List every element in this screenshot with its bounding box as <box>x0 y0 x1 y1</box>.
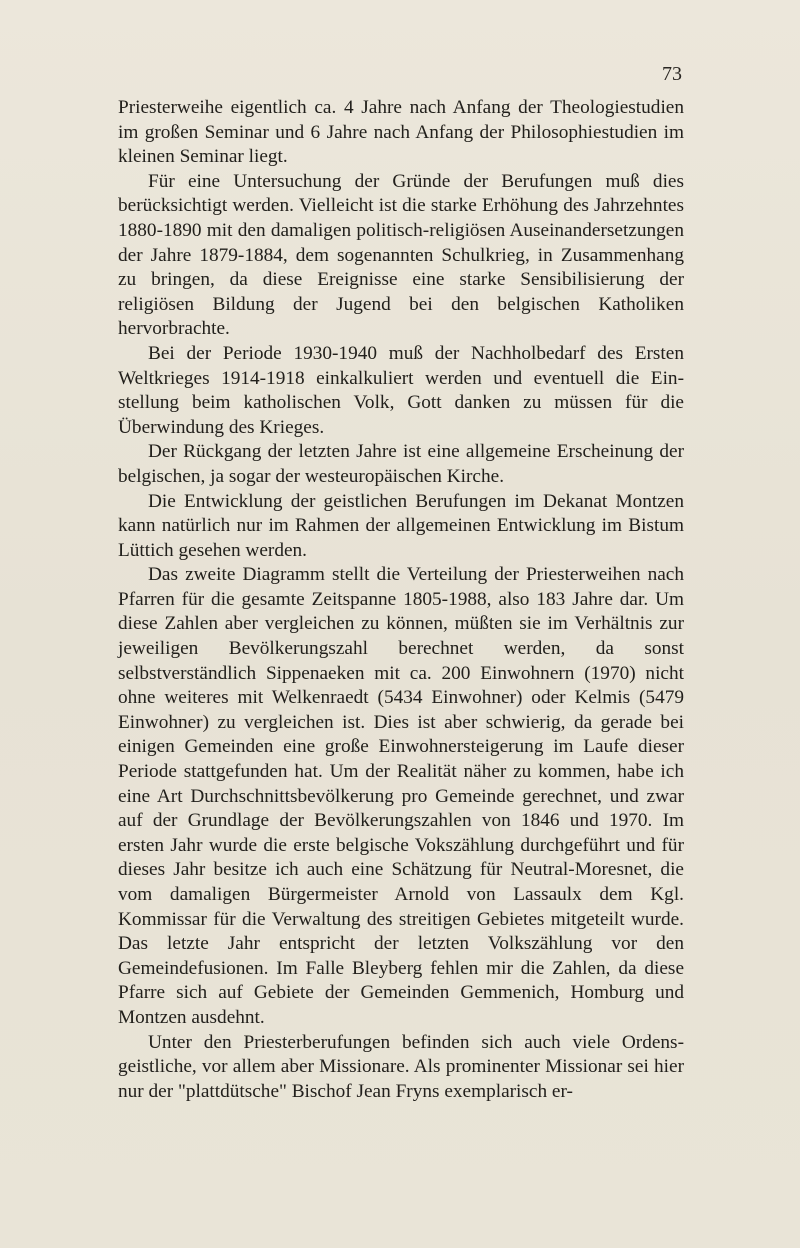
body-text <box>118 96 684 1104</box>
paragraph: Das zweite Diagramm stellt die Verteilung der Priesterweihen nach Pfarren für die gesamte Zeitspanne 1805-1988, also 183 Jahre dar. Um diese Zahlen aber vergleichen zu können, müßten sie im Verhältnis zur jeweiligen Bevölkerungszahl berechnet werden, da sonst selbstverständlich Sippenaeken mit ca. 200 Einwohnern (1970) nicht ohne weiteres mit Welkenraedt (5434 Einwohner) oder Kelmis (5479 Einwohner) zu vergleichen ist. Dies ist aber schwierig, da gerade bei einigen Gemeinden eine große Einwohnersteigerung im Laufe dieser Periode stattgefunden hat. Um der Realität näher zu kommen, habe ich eine Art Durchschnittsbevölkerung pro Gemeinde gerechnet, und zwar auf der Grundlage der Bevölkerungszahlen von 1846 und 1970. Im ersten Jahr wurde die erste belgische Vokszählung durchgeführt und für dieses Jahr besitze ich auch eine Schätzung für Neutral-Moresnet, die vom damaligen Bürgermeister Arnold von Lassaulx dem Kgl. Kommissar für die Verwaltung des streitigen Gebietes mitgeteilt wurde. Das letzte Jahr entspricht der letzten Volkszählung vor den Gemeindefusionen. Im Falle Bleyberg fehlen mir die Zahlen, da diese Pfarre sich auf Gebiete der Gemeinden Gemmenich, Homburg und Montzen ausdehnt. <box>118 564 684 1028</box>
page-number: 73 <box>662 63 682 85</box>
paragraph: Priesterweihe eigentlich ca. 4 Jahre nach Anfang der Theologiestudien im großen Seminar und 6 Jahre nach Anfang der Philosophiestudien im kleinen Seminar liegt. <box>118 97 684 168</box>
paragraph: Der Rückgang der letzten Jahre ist eine allgemeine Erscheinung der belgischen, ja sogar der westeuropäischen Kirche. <box>118 441 684 487</box>
paragraph: Bei der Periode 1930-1940 muß der Nachholbedarf des Ersten Weltkrieges 1914-1918 einkalkuliert werden und eventuell die Einstellung beim katholischen Volk, Gott danken zu müssen für die Überwindung des Krieges. <box>118 342 684 438</box>
paragraph: Für eine Untersuchung der Gründe der Berufungen muß dies berücksichtigt werden. Vielleicht ist die starke Erhöhung des Jahrzehntes 1880-1890 mit den damaligen politisch-religiösen Auseinandersetzungen der Jahre 1879-1884, dem sogenannten Schulkrieg, in Zusammenhang zu bringen, da diese Ereignisse eine starke Sensibilisierung der religiösen Bildung der Jugend bei den belgischen Katholiken hervorbrachte. <box>118 170 684 340</box>
paragraph: Die Entwicklung der geistlichen Berufungen im Dekanat Montzen kann natürlich nur im Rahmen der allgemeinen Entwicklung im Bistum Lüttich gesehen werden. <box>118 490 684 561</box>
paragraph: Unter den Priesterberufungen befinden sich auch viele Ordensgeistliche, vor allem aber Missionare. Als prominenter Missionar sei hier nur der "plattdütsche" Bischof Jean Fryns exemplarisch er- <box>118 1031 684 1102</box>
